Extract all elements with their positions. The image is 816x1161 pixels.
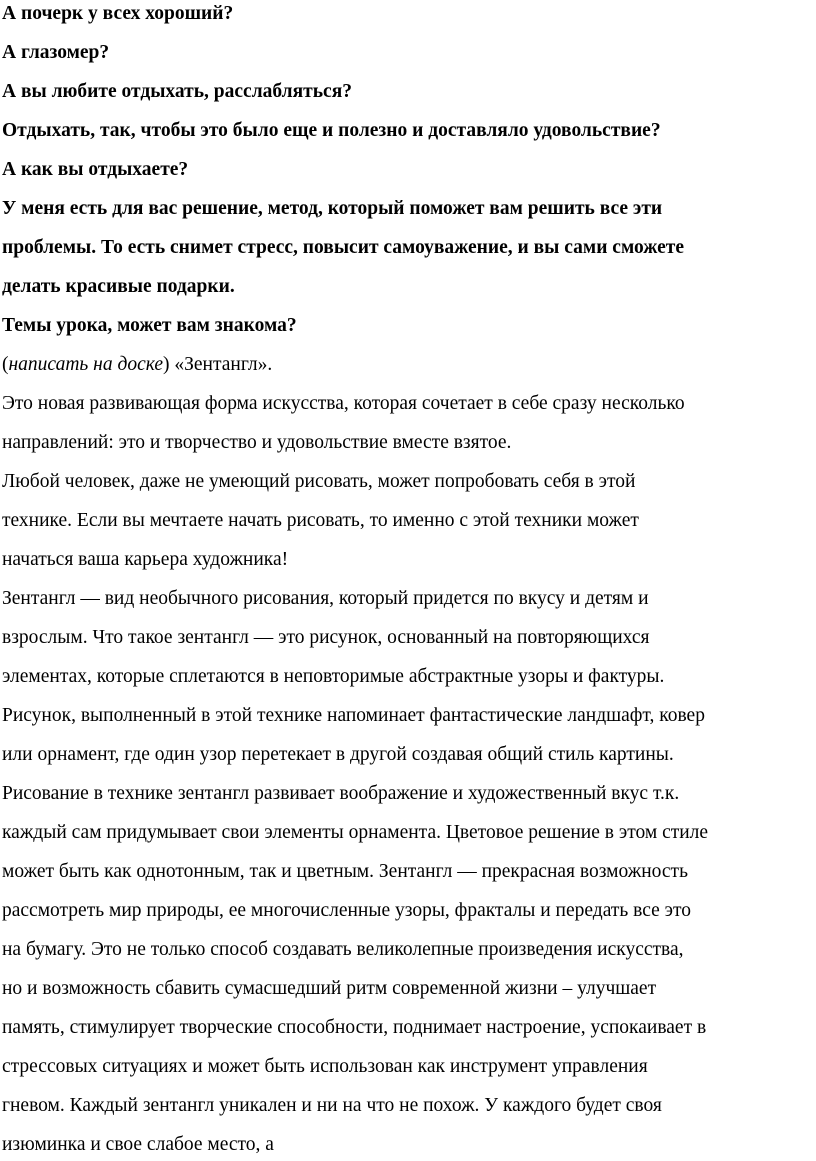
board-note-close: ) «Зентангл». xyxy=(163,354,273,375)
board-note-italic: написать на доске xyxy=(8,354,164,375)
board-note-line xyxy=(2,353,272,377)
body-line: Это новая развивающая форма искусства, которая сочетает в себе сразу несколько xyxy=(2,393,685,414)
body-line: Любой человек, даже не умеющий рисовать, может попробовать себя в этой xyxy=(2,471,636,492)
question-line-eye: А глазомер? xyxy=(2,42,110,63)
solution-line-1: У меня есть для вас решение, метод, который поможет вам решить все эти xyxy=(2,198,663,219)
question-line-how-rest: А как вы отдыхаете? xyxy=(2,159,189,180)
body-line: взрослым. Что такое зентангл — это рисунок, основанный на повторяющихся xyxy=(2,627,650,648)
body-line: элементах, которые сплетаются в неповторимые абстрактные узоры и фактуры. xyxy=(2,666,665,687)
body-line: начаться ваша карьера художника! xyxy=(2,549,289,570)
body-line: технике. Если вы мечтаете начать рисовать, то именно с этой техники может xyxy=(2,510,639,531)
body-line: Рисование в технике зентангл развивает воображение и художественный вкус т.к. xyxy=(2,783,680,804)
solution-line-2: проблемы. То есть снимет стресс, повысит самоуважение, и вы сами сможете xyxy=(2,237,685,258)
body-line: направлений: это и творчество и удовольствие вместе взятое. xyxy=(2,432,512,453)
body-line: Зентангл — вид необычного рисования, который придется по вкусу и детям и xyxy=(2,588,649,609)
body-line: гневом. Каждый зентангл уникален и ни на что не похож. У каждого будет своя xyxy=(2,1095,662,1116)
body-line: на бумагу. Это не только способ создавать великолепные произведения искусства, xyxy=(2,939,684,960)
lesson-topic-question: Темы урока, может вам знакома? xyxy=(2,315,297,336)
body-line: Рисунок, выполненный в этой технике напоминает фантастические ландшафт, ковер xyxy=(2,705,705,726)
solution-line-3: делать красивые подарки. xyxy=(2,276,235,297)
body-line: каждый сам придумывает свои элементы орнамента. Цветовое решение в этом стиле xyxy=(2,822,709,843)
question-line-useful-rest: Отдыхать, так, чтобы это было еще и полезно и доставляло удовольствие? xyxy=(2,120,661,141)
body-line: может быть как однотонным, так и цветным. Зентангл — прекрасная возможность xyxy=(2,861,688,882)
question-line-handwriting: А почерк у всех хороший? xyxy=(2,3,234,24)
body-line: или орнамент, где один узор перетекает в другой создавая общий стиль картины. xyxy=(2,744,674,765)
body-line: стрессовых ситуациях и может быть использован как инструмент управления xyxy=(2,1056,648,1077)
body-line: рассмотреть мир природы, ее многочисленные узоры, фракталы и передать все это xyxy=(2,900,692,921)
body-line: память, стимулирует творческие способности, поднимает настроение, успокаивает в xyxy=(2,1017,707,1038)
body-line: но и возможность сбавить сумасшедший ритм современной жизни – улучшает xyxy=(2,978,657,999)
body-line: изюминка и свое слабое место, а xyxy=(2,1134,274,1155)
board-note-open: ( xyxy=(2,354,9,375)
question-line-rest: А вы любите отдыхать, расслабляться? xyxy=(2,81,353,102)
